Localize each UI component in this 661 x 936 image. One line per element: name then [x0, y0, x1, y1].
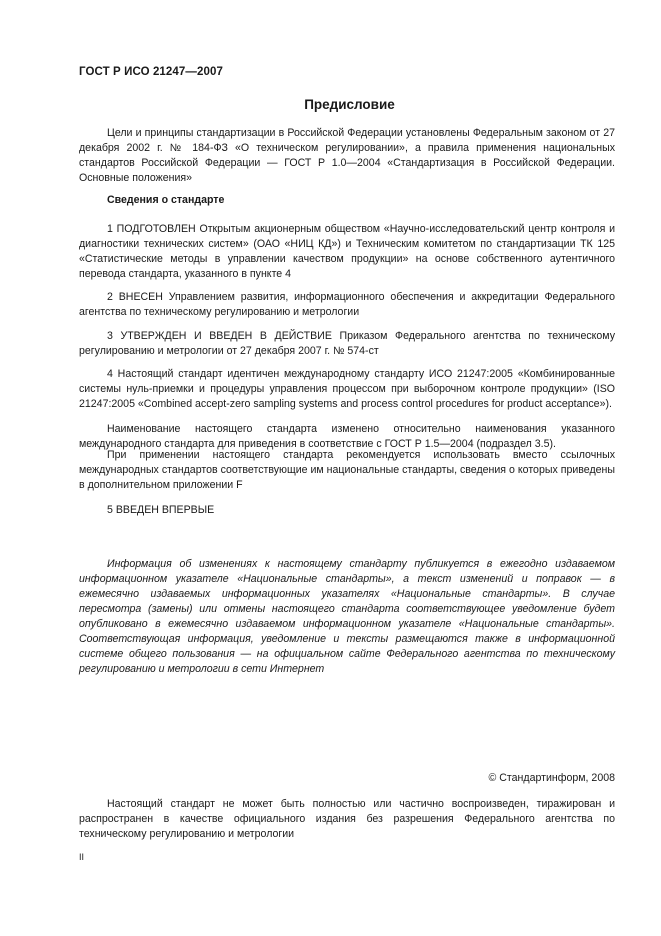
item-1-paragraph: 1 ПОДГОТОВЛЕН Открытым акционерным обществом «Научно-исследовательский центр контроля и диагностики технических систем» (ОАО «НИЦ КД») и Техническим комитетом по стандартизации ТК 125 «Статистические методы в управлении качеством продукции» на основе собственного аутентичного перевода стандарта, указанного в пункте 4	[79, 223, 615, 280]
info-notice-paragraph: Информация об изменениях к настоящему стандарту публикуется в ежегодно издаваемом информационном указателе «Национальные стандарты», а текст изменений и поправок — в ежемесячно издаваемых информационных указателях «Национальные стандарты». В случае пересмотра (замены) или отмены настоящего стандарта соответствующее уведомление будет опубликовано в ежемесячно издаваемом информационном указателе «Национальные стандарты». Соответствующая информация, уведомление и тексты размещаются также в информационной системе общего пользования — на официальном сайте Федерального агентства по техническому регулированию и метрологии в сети Интернет	[79, 558, 615, 675]
item-4-references-paragraph: При применении настоящего стандарта рекомендуется использовать вместо ссылочных международных стандартов соответствующие им национальные стандарты, сведения о которых приведены в дополнительном приложении F	[79, 449, 615, 491]
item-4-paragraph: 4 Настоящий стандарт идентичен международному стандарту ИСО 21247:2005 «Комбинированные системы нуль-приемки и процедуры управления процессом при выборочном контроле продукции» (ISO 21247:2005 «Combined accept-zero sampling systems and process control procedures for product acceptance»).	[79, 368, 615, 410]
copyright-line: © Стандартинформ, 2008	[488, 772, 615, 784]
item-2-paragraph: 2 ВНЕСЕН Управлением развития, информационного обеспечения и аккредитации Федерального агентства по техническому регулированию и метрологии	[79, 291, 615, 318]
reproduction-notice-paragraph: Настоящий стандарт не может быть полностью или частично воспроизведен, тиражирован и распространен в качестве официального издания без разрешения Федерального агентства по техническому регулированию и метрологии	[79, 798, 615, 840]
page-number: II	[79, 852, 85, 862]
section-subheading: Сведения о стандарте	[107, 194, 225, 206]
intro-paragraph: Цели и принципы стандартизации в Российской Федерации установлены Федеральным законом от 27 декабря 2002 г. № 184-ФЗ «О техническом регулировании», а правила применения национальных стандартов Российской Федерации — ГОСТ Р 1.0—2004 «Стандартизация в Российской Федерации. Основные положения»	[79, 127, 615, 184]
page-title: Предисловие	[304, 97, 395, 112]
item-3-paragraph: 3 УТВЕРЖДЕН И ВВЕДЕН В ДЕЙСТВИЕ Приказом Федерального агентства по техническому регулированию и метрологии от 27 декабря 2007 г. № 574-ст	[79, 330, 615, 357]
item-4-rename-paragraph: Наименование настоящего стандарта изменено относительно наименования указанного международного стандарта для приведения в соответствие с ГОСТ Р 1.5—2004 (подраздел 3.5).	[79, 423, 615, 450]
document-header: ГОСТ Р ИСО 21247—2007	[79, 66, 224, 78]
item-5-paragraph: 5 ВВЕДЕН ВПЕРВЫЕ	[107, 504, 215, 516]
